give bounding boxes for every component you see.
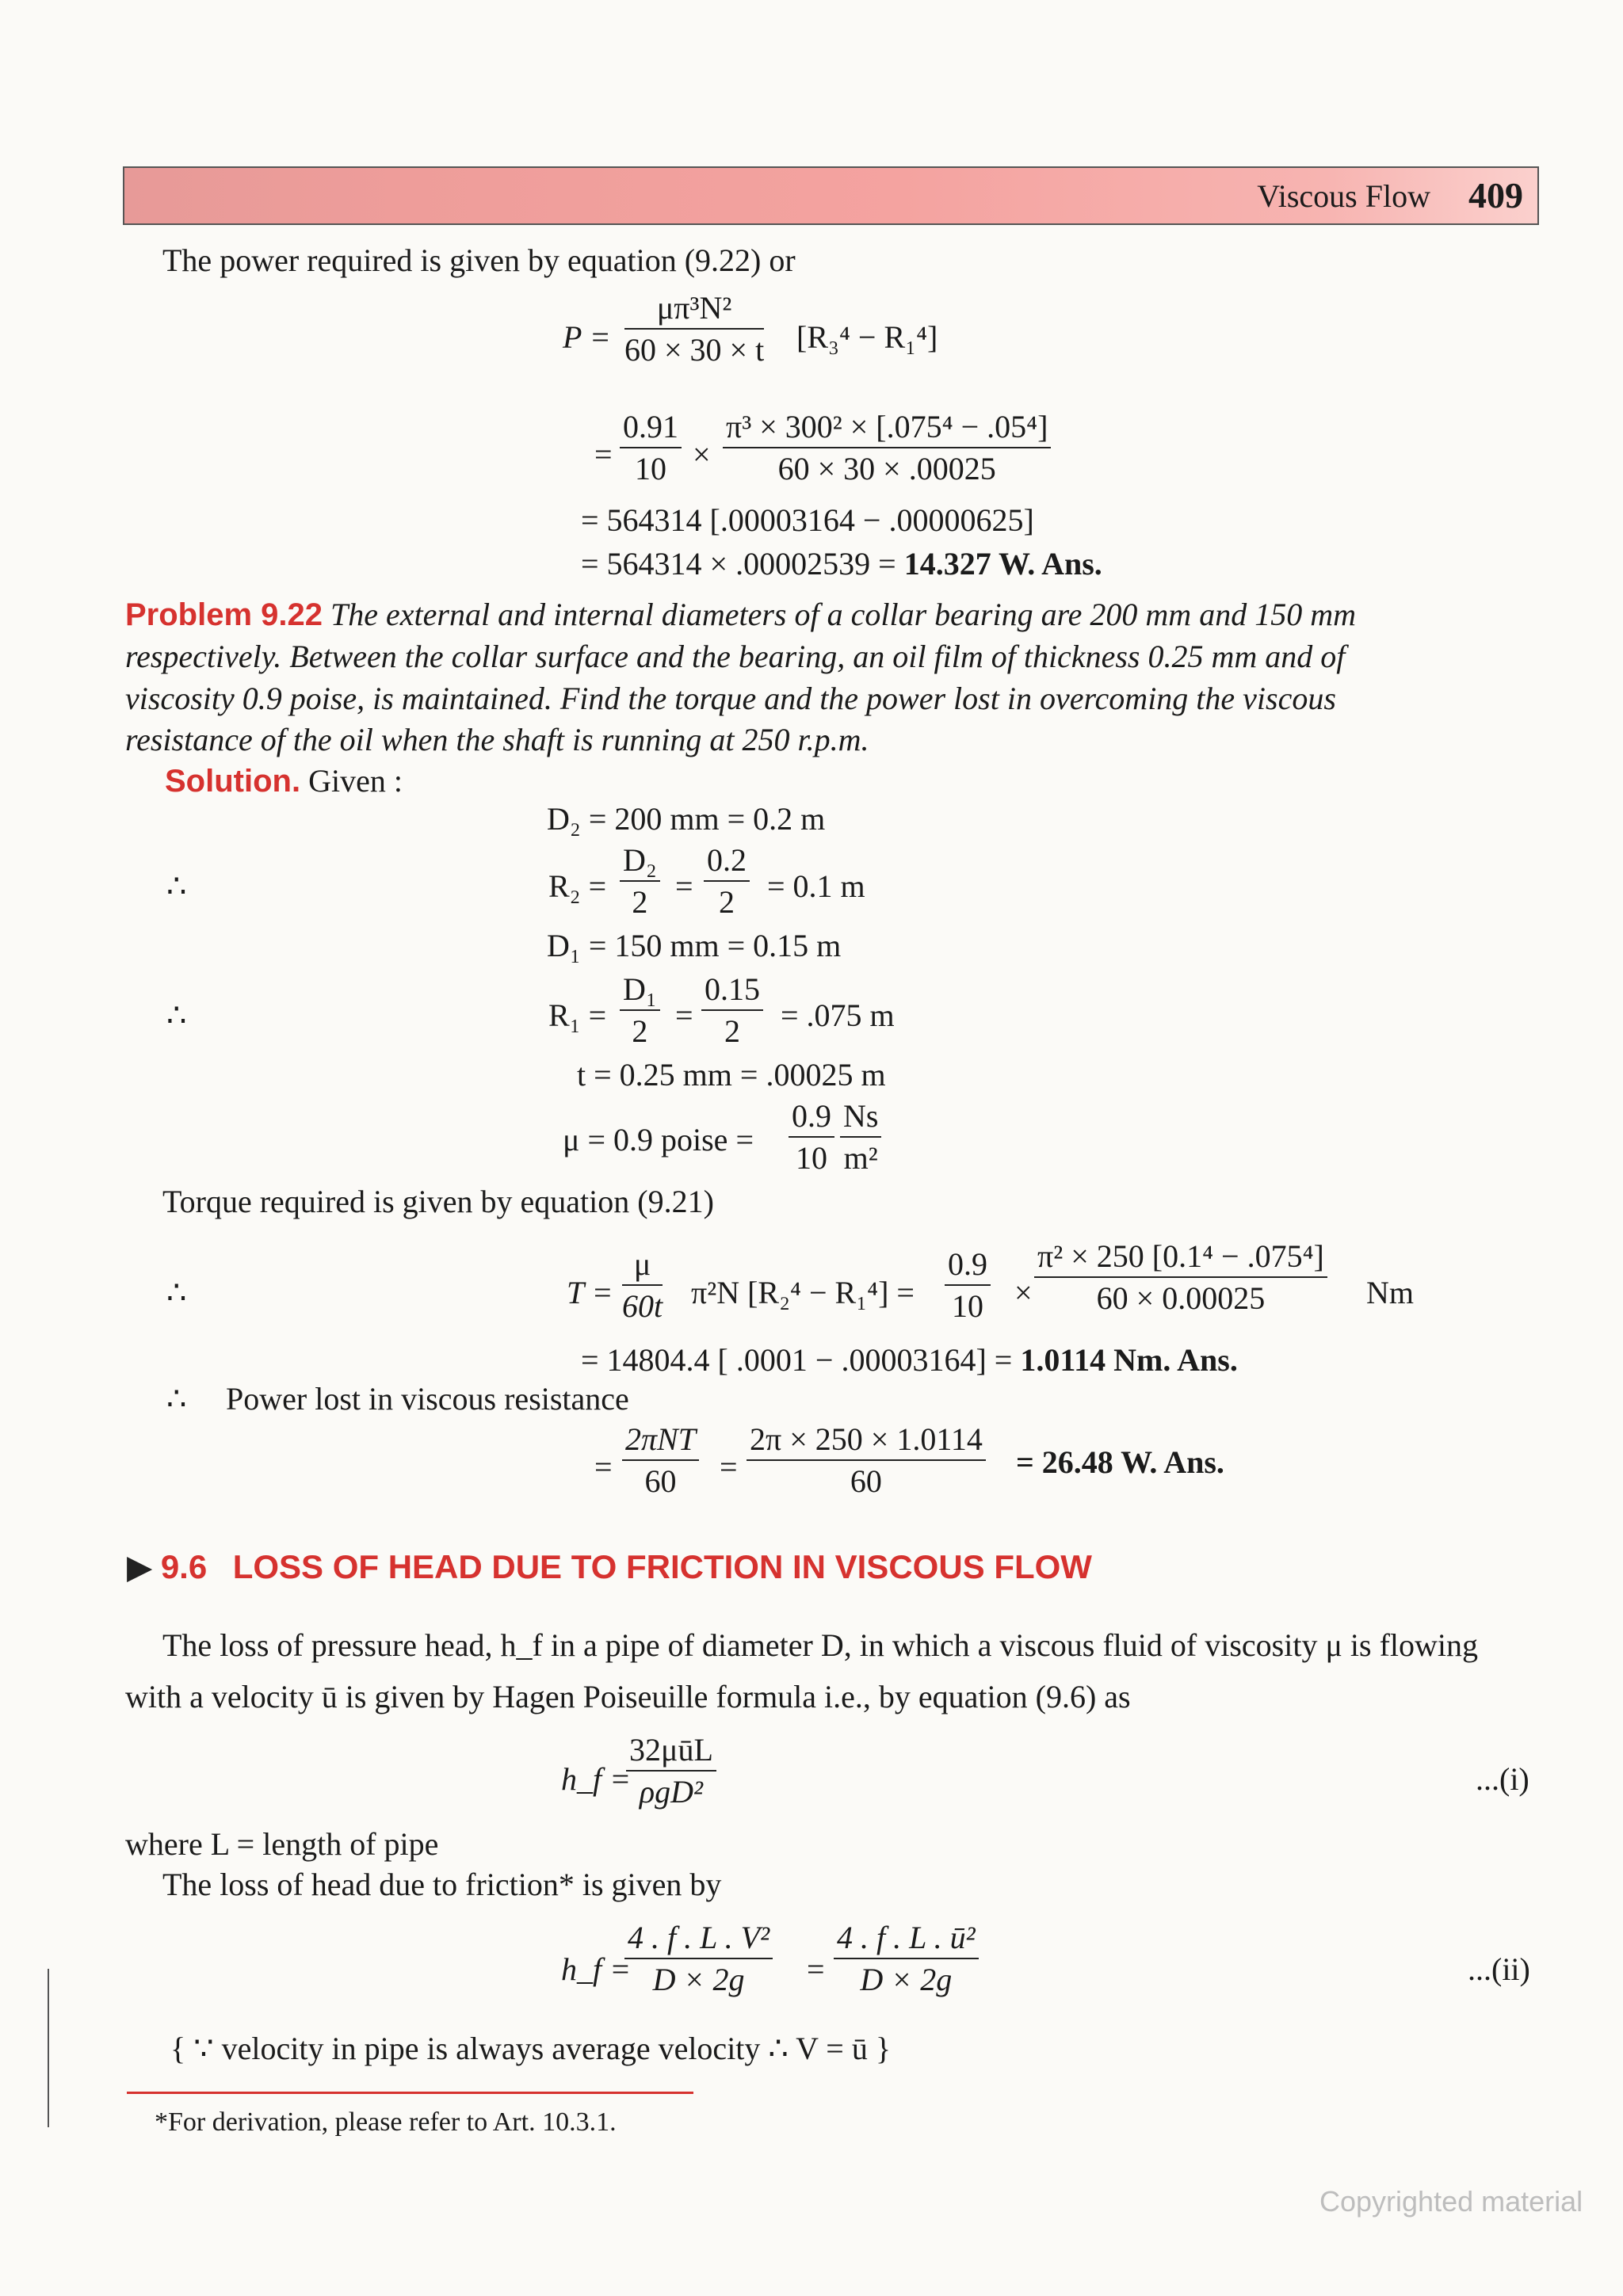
hf2-frac2: $\frac{\text{4 . f . L . ū²}}{D \times 2g}$ bbox=[834, 1919, 979, 1998]
given-mu-frac1: $\frac{0.9}{10}$ bbox=[789, 1097, 834, 1177]
problem-line-1: Problem 9.22 The external and internal diameters of a collar bearing are 200 mm and 150 mm bbox=[125, 597, 1356, 632]
problem-line-2: respectively. Between the collar surface and the bearing, an oil film of thickness 0.25 mm and of bbox=[125, 639, 1346, 674]
given-r1-eq: = bbox=[675, 997, 693, 1033]
torque-intro: Torque required is given by equation (9.21) bbox=[162, 1184, 714, 1219]
header-title: Viscous Flow bbox=[1257, 178, 1430, 214]
hf2-eq: = bbox=[807, 1951, 825, 1987]
hf1-tag: ...(i) bbox=[1476, 1761, 1529, 1797]
power-l2-frac1: $\frac{0.91}{10}$ bbox=[620, 408, 682, 487]
therefore-4: ∴ bbox=[166, 1381, 187, 1417]
power-lost-frac1: 2πNT 60 bbox=[622, 1421, 699, 1500]
torque-unit: Nm bbox=[1366, 1275, 1414, 1310]
given-r2-rhs: = 0.1 m bbox=[767, 868, 865, 904]
hf2-frac1: $\frac{\text{4 . f . L . V²}}{D \times 2g}$ bbox=[624, 1919, 773, 1998]
section-heading bbox=[127, 1547, 1092, 1587]
problem-label: Problem 9.22 bbox=[125, 597, 323, 632]
friction-intro: The loss of head due to friction* is given by bbox=[162, 1867, 722, 1902]
velocity-note: { ∵ velocity in pipe is always average velocity ∴ V = ū } bbox=[170, 2031, 892, 2066]
given-r2-lhs: R₂ = bbox=[548, 868, 607, 904]
power-lost-frac2: $\frac{2\pi \times 250 \times 1.0114}{60}$ bbox=[747, 1421, 986, 1500]
given-mu-lhs: μ = 0.9 poise = bbox=[563, 1122, 754, 1158]
therefore-2: ∴ bbox=[166, 997, 187, 1033]
therefore-3: ∴ bbox=[166, 1275, 187, 1310]
section-title: LOSS OF HEAD DUE TO FRICTION IN VISCOUS FLOW bbox=[232, 1548, 1092, 1585]
given-d2: D₂ = 200 mm = 0.2 m bbox=[547, 801, 826, 837]
given-r1-frac2: $\frac{0.15}{2}$ bbox=[701, 971, 763, 1050]
power-lost-eq2: = bbox=[720, 1449, 738, 1485]
power-fraction: $\frac{\text{μπ³N²}}{60 \times 30 \times t}$ bbox=[624, 290, 765, 368]
where-line: where L = length of pipe bbox=[125, 1826, 439, 1862]
power-lost-eq: = bbox=[594, 1449, 613, 1485]
power-lost-intro: Power lost in viscous resistance bbox=[226, 1381, 629, 1417]
power-l2-times: × bbox=[693, 437, 711, 472]
torque-mid: π²N [R₂⁴ − R₁⁴] = bbox=[691, 1275, 915, 1310]
solution-line: Solution. Given : bbox=[165, 763, 403, 799]
given-d1: D₁ = 150 mm = 0.15 m bbox=[547, 928, 842, 963]
hf1-fraction: 32μūL ρgD² bbox=[626, 1731, 716, 1810]
torque-lhs: T = bbox=[567, 1275, 613, 1310]
given-mu-frac2: $\frac{Ns}{\text{m²}}$ bbox=[840, 1097, 881, 1177]
power-bracket: [R₃⁴ − R₁⁴] bbox=[796, 319, 938, 355]
torque-frac3: $\frac{\text{π² × 250 [0.1⁴ − .075⁴]}}{60 \times 0.00025}$ bbox=[1034, 1238, 1327, 1317]
power-l4: = 564314 × .00002539 = 14.327 W. Ans. bbox=[581, 546, 1102, 582]
section-marker: ▶ bbox=[127, 1548, 153, 1585]
problem-line-4: resistance of the oil when the shaft is running at 250 r.p.m. bbox=[125, 722, 869, 757]
power-l3: = 564314 [.00003164 − .00000625] bbox=[581, 502, 1034, 538]
given-r2-frac2: $\frac{0.2}{2}$ bbox=[704, 841, 750, 921]
power-intro: The power required is given by equation (9.22) or bbox=[162, 242, 796, 278]
power-l2-frac2: $\frac{\text{π³ × 300² × [.075⁴ − .05⁴]}}{60 \times 30 \times .00025}$ bbox=[723, 408, 1051, 487]
section-number: 9.6 bbox=[160, 1548, 208, 1585]
problem-line-3: viscosity 0.9 poise, is maintained. Find the torque and the power lost in overcoming the viscous bbox=[125, 681, 1336, 716]
torque-frac1: $\frac{\mu}{60t}$ bbox=[622, 1246, 663, 1324]
footnote-rule bbox=[127, 2092, 693, 2094]
given-r2-frac1: $\frac{\text{D₂}}{2}$ bbox=[620, 841, 660, 921]
running-header bbox=[123, 166, 1539, 225]
power-lhs: P = bbox=[563, 319, 611, 355]
solution-label: Solution. bbox=[165, 764, 301, 799]
power-l2-eq: = bbox=[594, 437, 613, 472]
hf2-lhs: h_f = bbox=[561, 1951, 632, 1987]
therefore-1: ∴ bbox=[166, 868, 187, 904]
torque-frac2: $\frac{0.9}{10}$ bbox=[945, 1245, 991, 1325]
body-line-1: The loss of pressure head, h_f in a pipe of diameter D, in which a viscous fluid of viscosity μ is flowing bbox=[162, 1627, 1478, 1663]
page-number: 409 bbox=[1468, 175, 1523, 215]
torque-times: × bbox=[1014, 1275, 1033, 1310]
margin-line bbox=[48, 1969, 49, 2127]
torque-l2: = 14804.4 [ .0001 − .00003164] = 1.0114 Nm. Ans. bbox=[581, 1342, 1238, 1378]
given-r2-eq: = bbox=[675, 868, 693, 904]
power-lost-answer: = 26.48 W. Ans. bbox=[1016, 1444, 1224, 1480]
footnote: *For derivation, please refer to Art. 10.3.1. bbox=[155, 2107, 617, 2137]
given-r1-frac1: $\frac{\text{D₁}}{2}$ bbox=[620, 971, 660, 1050]
given-t: t = 0.25 mm = .00025 m bbox=[577, 1057, 886, 1093]
copyright-watermark: Copyrighted material bbox=[1319, 2185, 1583, 2218]
given-r1-lhs: R₁ = bbox=[548, 997, 607, 1033]
hf1-lhs: h_f = bbox=[561, 1761, 632, 1797]
given-r1-rhs: = .075 m bbox=[781, 997, 895, 1033]
body-line-2: with a velocity ū is given by Hagen Poiseuille formula i.e., by equation (9.6) as bbox=[125, 1679, 1131, 1714]
hf2-tag: ...(ii) bbox=[1468, 1951, 1530, 1987]
